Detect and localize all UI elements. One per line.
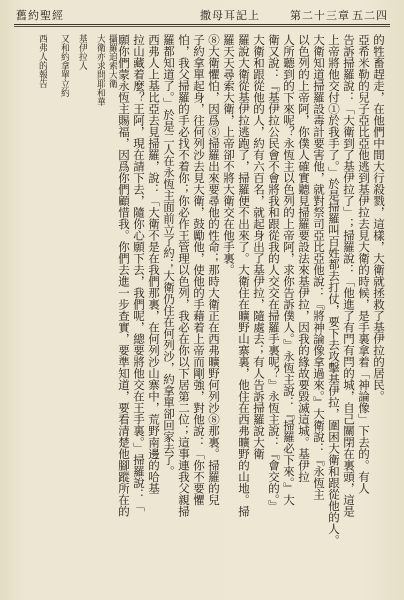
text-column: 西弗人上基比亞去見掃羅，說：「大衛不是在我們那裏，在何列沙山寨中，荒野南邊的哈基 [147,34,161,494]
margin-note: 又和約拿單立約 [59,34,69,97]
header-rule-thin [14,26,390,27]
text-column: 拉山藏着麼？王阿，現在請下去，隨你心願下去，我們呢，總要將他交在王手裏。」掃羅說：「 [132,34,146,512]
margin-note: 基伊拉人 [77,34,87,70]
text-column: 願你們蒙永恆主賜福，因爲你們顧惜我。你們去進一步查實，要準知道，要看清楚他腳蹤所在的 [117,34,131,517]
text-column: 大衛和跟從他的人，約有六百名，就起身出了基伊拉，隨處去；有人告訴掃羅說大衛 [252,34,266,460]
margin-note: 攝羅追索大衛 [107,34,117,88]
text-column: 羅說大衛從基伊拉逃跑了，掃羅便不出來了。大衛住在曠野山寨裏，他住在西弗曠野的山地。掃 [237,34,251,517]
text-column: 子約拿單起身，往何列沙去見大衛，鼓勵他，使他的手藉着上帝而剛強，對他說：「你不要懼 [192,34,206,506]
margin-note: 西弗人的報告 [37,34,47,88]
text-column: 的牲畜趕走，在他們中間大行殺戮，這樣，大衛就拯救了基伊拉的居民。 [372,34,386,402]
text-column: 怕，我父掃羅的手必找不着你；你必作王管理以色列，我必在你以下居第二位；這事連我父親掃 [177,34,191,517]
book-title: 舊約聖經 [16,9,64,22]
chapter-label: 第二十三章 [290,9,350,22]
running-header [0,0,404,26]
text-body [116,34,386,582]
text-column: 以色列的上帝阿，你僕人確實聽見掃羅要設法來基伊拉，因我的緣故要毀滅這城。基伊拉 [297,34,311,483]
page-number: 五二四 [352,9,388,22]
text-column: 羅天天尋索大衛，上帝卻不將大衛交在他手裏。 [222,34,236,276]
text-column: 亞希米勒的兒子亞比亞他逃到基伊拉去見大衛的時候，是手裏拿着「神論像」下去的。有人 [357,34,371,494]
text-column: 上帝將他交付①於我手了。」於是掃羅叫百姓都去打仗，要下去攻擊基伊拉，圍困大衛和跟從他的人。 [327,34,341,546]
text-column: 大衛知道掃羅設毒計要害他，就對祭司亞比亞他說：『將神論像拿過來。』大衛說：『永恆主 [312,34,326,500]
header-rule [14,24,390,25]
margin-note: 大衛亦求問耶和華 [95,34,105,106]
book-name: 撒母耳記上 [200,9,260,22]
text-column: 衛又說：『基伊拉公民會不會將我和跟從我的人交交在掃羅手裏呢？』永恆主說：『會交的。』 [267,34,281,512]
margin-notes [14,34,124,164]
text-column: ⑧大衛懼怕，因爲⑧掃羅出來要尋他的性命；那時大衛正在西弗曠野何列沙⑧那裏。掃羅的兒 [207,34,221,506]
text-column: 人所聽到的下來呢？永恆主以色列的上帝阿，求你告訴僕人。』永恆主說：『掃羅必下來。』大 [282,34,296,506]
text-column: 告訴掃羅說：「大衛到了基伊拉了」；掃羅說：「他進了有門有閂的城，自己關閉在裏頭，這是 [342,34,356,517]
text-column: 羅都知道了。」於是二人在永恆主面前立了約；大衛仍住在何列沙，約拿單卻回家去了。 [162,34,176,477]
